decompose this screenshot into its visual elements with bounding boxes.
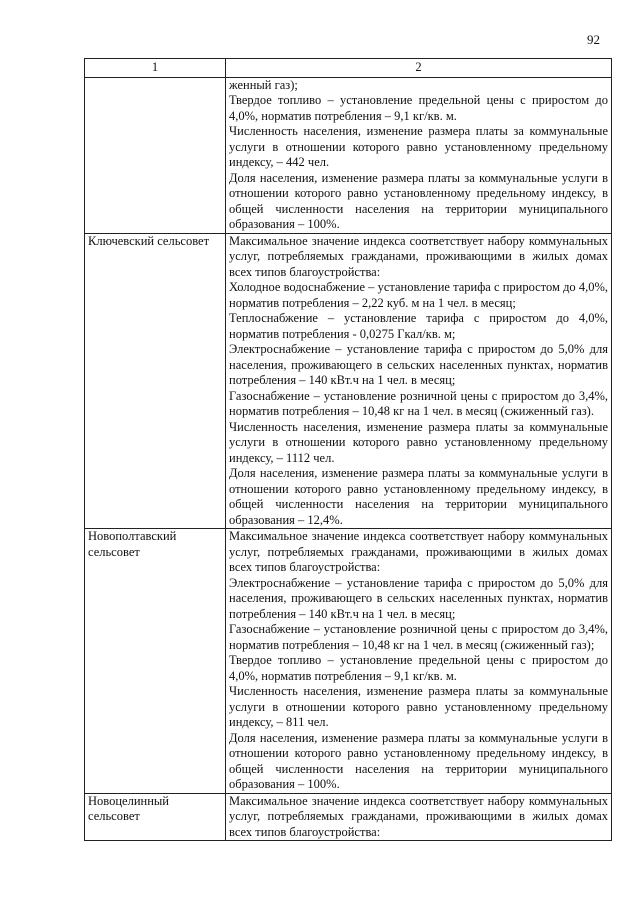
description-paragraph: Твердое топливо – установление предельной цены с приростом до 4,0%, норматив потребления – 9,1 кг/кв. м. [229, 653, 608, 683]
description-paragraph: Твердое топливо – установление предельной цены с приростом до 4,0%, норматив потребления – 9,1 кг/кв. м. [229, 93, 608, 123]
utilities-index-table [84, 58, 612, 841]
description-paragraph: Максимальное значение индекса соответствует набору коммунальных услуг, потребляемых гражданами, проживающими в жилых домах всех типов благоустройства: [229, 793, 608, 839]
municipality-name [85, 77, 226, 233]
description-paragraph: Максимальное значение индекса соответствует набору коммунальных услуг, потребляемых гражданами, проживающими в жилых домах всех типов благоустройства: [229, 529, 608, 574]
description-paragraph: Доля населения, изменение размера платы за коммунальные услуги в отношении которого равно установленному предельному индексу, в общей численности населения на территории муниципального образования – 100%. [229, 170, 608, 231]
description-paragraph: Электроснабжение – установление тарифа с приростом до 5,0% для населения, проживающего в сельских населенных пунктах, норматив потребления – 140 кВт.ч на 1 чел. в месяц; [229, 575, 608, 621]
table-row [85, 77, 612, 233]
index-description [226, 233, 612, 529]
description-paragraph: Численность населения, изменение размера платы за коммунальные услуги в отношении которого равно установленному предельному индексу, – 811 чел. [229, 684, 608, 729]
description-paragraph: Численность населения, изменение размера платы за коммунальные услуги в отношении которого равно установленному предельному индексу, – 442 чел. [229, 124, 608, 169]
description-paragraph: Численность населения, изменение размера платы за коммунальные услуги в отношении которого равно установленному предельному индексу, – 1112 чел. [229, 419, 608, 465]
municipality-name: Новополтавский сельсовет [85, 529, 226, 794]
description-paragraph: Доля населения, изменение размера платы за коммунальные услуги в отношении которого равно установленному предельному индексу, в общей численности населения на территории муниципального образования – 12,4%. [229, 466, 608, 527]
table-row [85, 793, 612, 841]
index-description [226, 77, 612, 233]
index-description [226, 793, 612, 841]
description-paragraph: Газоснабжение – установление розничной цены с приростом до 3,4%, норматив потребления – 10,48 кг на 1 чел. в месяц (сжиженный газ); [229, 622, 608, 652]
description-paragraph: Газоснабжение – установление розничной цены с приростом до 3,4%, норматив потребления – 10,48 кг на 1 чел. в месяц (сжиженный газ). [229, 388, 608, 418]
description-paragraph: Холодное водоснабжение – установление тарифа с приростом до 4,0%, норматив потребления – 2,22 куб. м на 1 чел. в месяц; [229, 280, 608, 310]
column-header-1: 1 [85, 59, 226, 78]
description-paragraph: Максимальное значение индекса соответствует набору коммунальных услуг, потребляемых гражданами, проживающими в жилых домах всех типов благоустройства: [229, 233, 608, 279]
description-paragraph: Доля населения, изменение размера платы за коммунальные услуги в отношении которого равно установленному предельному индексу, в общей численности населения на территории муниципального образования – 100%. [229, 730, 608, 791]
table-row [85, 529, 612, 794]
description-paragraph: женный газ); [229, 77, 298, 92]
municipality-name: Ключевский сельсовет [85, 233, 226, 529]
table-header-row [85, 59, 612, 78]
table-row [85, 233, 612, 529]
description-paragraph: Электроснабжение – установление тарифа с приростом до 5,0% для населения, проживающего в сельских населенных пунктах, норматив потребления – 140 кВт.ч на 1 чел. в месяц; [229, 342, 608, 387]
index-description [226, 529, 612, 794]
page-number: 92 [587, 32, 600, 47]
column-header-2: 2 [226, 59, 612, 78]
municipality-name: Новоцелинный сельсовет [85, 793, 226, 841]
description-paragraph: Теплоснабжение – установление тарифа с приростом до 4,0%, норматив потребления - 0,0275 Гкал/кв. м; [229, 311, 608, 341]
